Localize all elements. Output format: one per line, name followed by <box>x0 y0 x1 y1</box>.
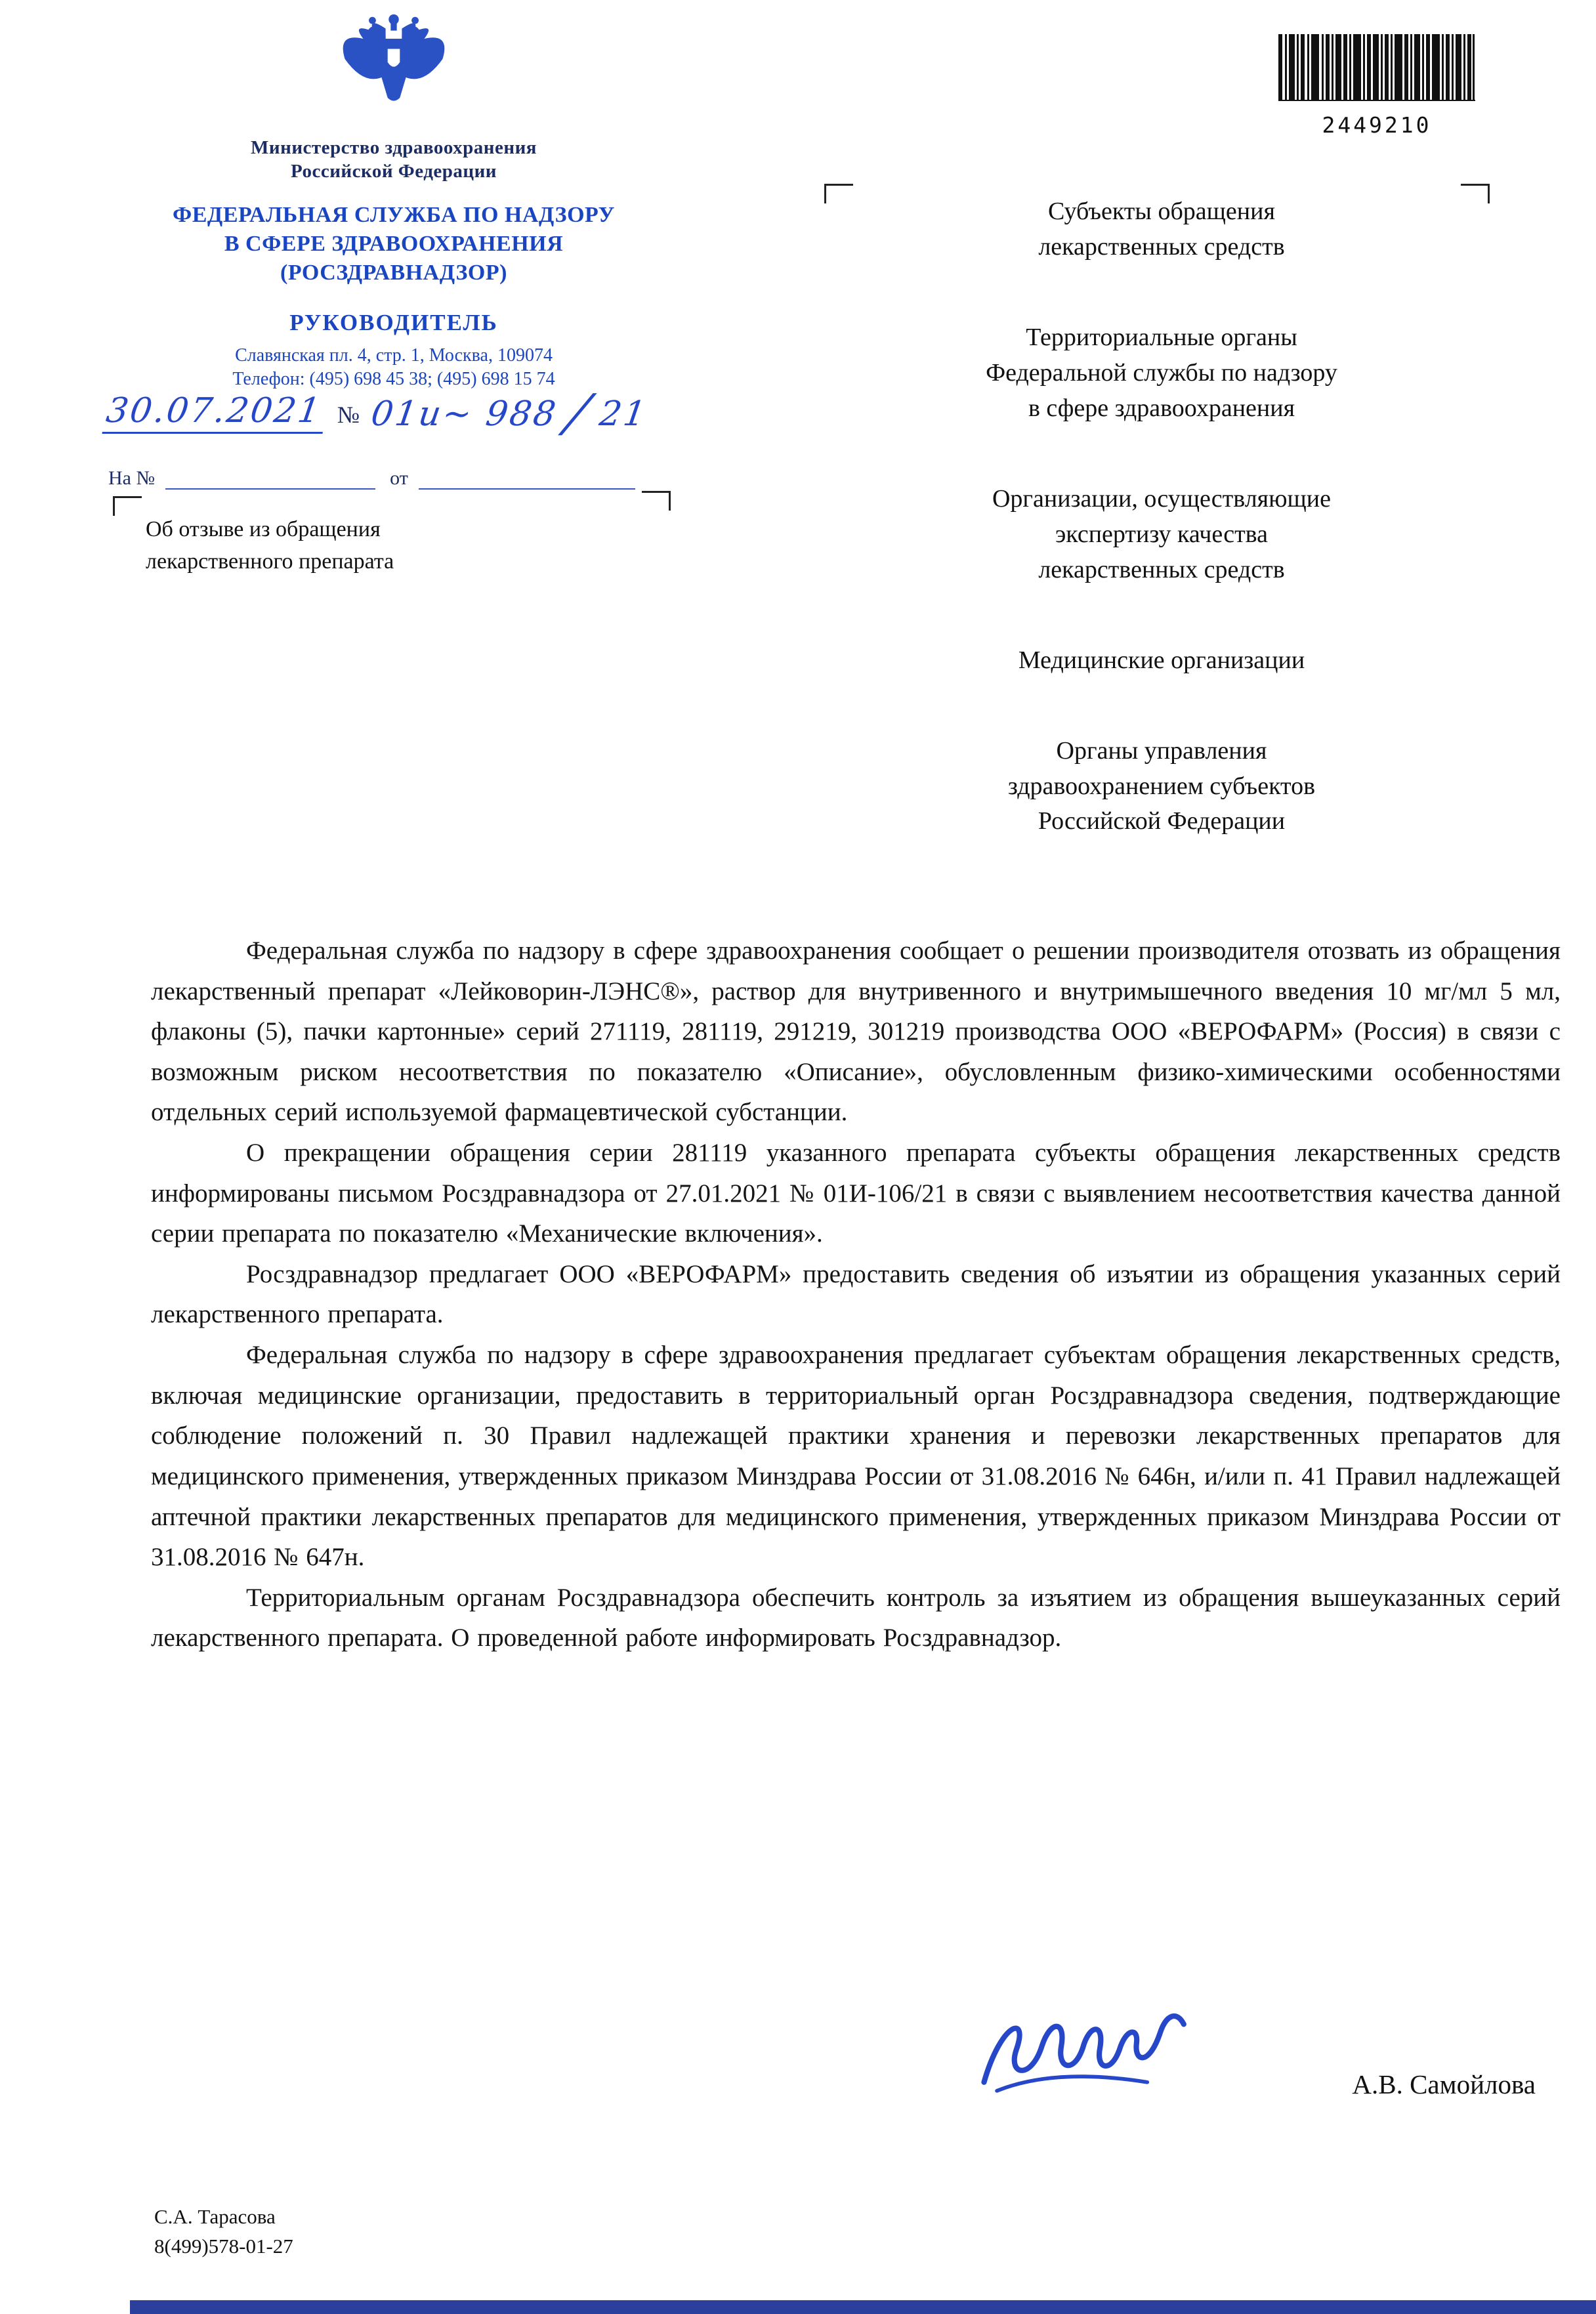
executor-phone: 8(499)578-01-27 <box>154 2234 293 2258</box>
reference-line <box>104 383 761 443</box>
handwritten-date: 30.07.2021 <box>102 391 328 434</box>
executor-block <box>154 2202 293 2261</box>
signer-name: А.В. Самойлова <box>1352 2069 1536 2099</box>
phone-line: Телефон: (495) 698 45 38; (495) 698 15 74 <box>232 369 555 390</box>
coat-of-arms-eagle-icon <box>333 9 455 127</box>
recipient-item: Субъекты обращения лекарственных средств <box>1038 198 1285 261</box>
handwritten-number-suffix: 21 <box>597 394 650 434</box>
address-line: Славянская пл. 4, стр. 1, Москва, 109074 <box>235 345 553 366</box>
subject-text: Об отзыве из обращения лекарственного препарата <box>146 517 394 574</box>
barcode-number: 2449210 <box>1322 112 1432 138</box>
body-paragraph: О прекращении обращения серии 281119 указанного препарата субъекты обращения лекарственных средств информированы письмом Росздравнадзора от 27.01.2021 № 01И-106/21 в связи с выявлением несоответствия качества данной серии препарата по показателю «Механические включения». <box>151 1139 1561 1248</box>
recipient-item: Органы управления здравоохранением субъектов Российской Федерации <box>1007 736 1316 835</box>
incoming-date-blank <box>419 468 635 490</box>
subject-corner-mark-left <box>113 496 142 516</box>
recipients-list <box>840 194 1483 894</box>
ot-label: от <box>390 467 408 489</box>
ministry-name: Министерство здравоохранения Российской Федерации <box>251 137 537 182</box>
body-paragraph: Федеральная служба по надзору в сфере здравоохранения сообщает о решении производителя отозвать из обращения лекарственный препарат «Лейковорин-ЛЭНС®», раствор для внутривенного и внутримышечного введения 10 мг/мл 5 мл, флаконы (5), пачки картонные» серий 271119, 281119, 291219, 301219 производства ООО «ВЕРОФАРМ» (Россия) в связи с возможным риском несоответствия по показателю «Описание», обусловленным физико-химическими особенностями отдельных серий используемой фармацевтической субстанции. <box>151 936 1561 1127</box>
recipient-item: Организации, осуществляющие экспертизу качества лекарственных средств <box>992 484 1332 583</box>
incoming-reference-line <box>108 467 765 490</box>
handwritten-slash: / <box>559 383 598 443</box>
bottom-blue-bar <box>130 2300 1596 2314</box>
body-paragraph: Территориальным органам Росздравнадзора обеспечить контроль за изъятием из обращения вышеуказанных серий лекарственного препарата. О проведенной работе информировать Росздравнадзор. <box>151 1583 1561 1652</box>
role-title: РУКОВОДИТЕЛЬ <box>289 310 498 336</box>
service-name: ФЕДЕРАЛЬНАЯ СЛУЖБА ПО НАДЗОРУ В СФЕРЕ ЗДРАВООХРАНЕНИЯ (РОСЗДРАВНАДЗОР) <box>173 202 615 285</box>
na-no-label: На № <box>108 467 156 489</box>
number-sign: № <box>337 402 360 428</box>
handwritten-number: 01и~ 988 <box>368 394 560 434</box>
subject-corner-mark-right <box>642 491 671 511</box>
letterhead <box>79 9 709 390</box>
letter-body <box>151 931 1561 1658</box>
barcode-icon <box>1278 34 1475 108</box>
incoming-number-blank <box>165 468 375 490</box>
barcode-block <box>1278 34 1475 138</box>
executor-name: С.А. Тарасова <box>154 2205 276 2228</box>
recipient-item: Медицинские организации <box>1018 646 1305 674</box>
body-paragraph: Росздравнадзор предлагает ООО «ВЕРОФАРМ» предоставить сведения об изъятии из обращения указанных серий лекарственного препарата. <box>151 1259 1561 1329</box>
body-paragraph: Федеральная служба по надзору в сфере здравоохранения предлагает субъектам обращения лекарственных средств, включая медицинские организации, предоставить в территориальный орган Росздравнадзора сведения, подтверждающие соблюдение положений п. 30 Правил надлежащей практики хранения и перевозки лекарственных препаратов для медицинского применения, утвержденных приказом Минздрава России от 31.08.2016 № 646н, и/или п. 41 Правил надлежащей аптечной практики лекарственных препаратов для медицинского применения, утвержденных приказом Минздрава России от 31.08.2016 № 647н. <box>151 1341 1561 1572</box>
recipient-item: Территориальные органы Федеральной службы по надзору в сфере здравоохранения <box>986 323 1337 422</box>
handwritten-signature <box>965 1996 1201 2108</box>
